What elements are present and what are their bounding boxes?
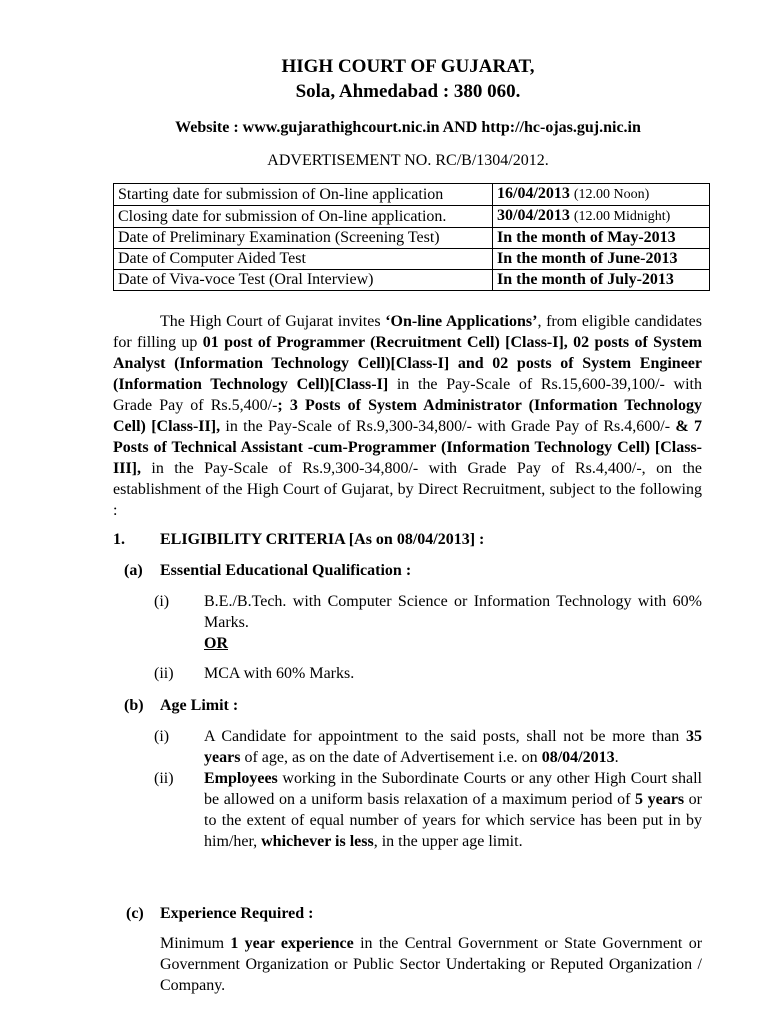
intro-paragraph: The High Court of Gujarat invites ‘On-line Applications’, from eligible candidates for filling up 01 post of Programmer (Recruitment Cell) [Class-I], 02 posts of System Analyst (Information Technology Cell)[Class-I] and 02 posts of System Engineer (Information Technology Cell)[Class-I] in the Pay-Scale of Rs.15,600-39,100/- with Grade Pay of Rs.5,400/-; 3 Posts of System Administrator (Information Technology Cell) [Class-II], in the Pay-Scale of Rs.9,300-34,800/- with Grade Pay of Rs.4,600/- & 7 Posts of Technical Assistant -cum-Programmer (Information Technology Cell) [Class-III], in the Pay-Scale of Rs.9,300-34,800/- with Grade Pay of Rs.4,400/-, on the establishment of the High Court of Gujarat, by Direct Recruitment, subject to the following : bbox=[113, 313, 703, 519]
schedule-value: 16/04/2013 (12.00 Noon) bbox=[493, 184, 710, 206]
court-address: Sola, Ahmedabad : 380 060. bbox=[295, 81, 521, 102]
item-marker-b: (b) bbox=[124, 697, 144, 714]
schedule-label: Date of Preliminary Examination (Screening Test) bbox=[114, 228, 493, 249]
table-row bbox=[114, 270, 710, 291]
website-line: Website : www.gujarathighcourt.nic.in AND http://hc-ojas.guj.nic.in bbox=[175, 119, 641, 136]
qualification-heading: Essential Educational Qualification : bbox=[160, 562, 412, 579]
schedule-value: In the month of July-2013 bbox=[493, 270, 710, 291]
subitem-marker: (ii) bbox=[154, 770, 174, 787]
table-row bbox=[114, 184, 710, 206]
age-limit-rule: A Candidate for appointment to the said posts, shall not be more than 35 years of age, as on the date of Advertisement i.e. on 08/04/2013. bbox=[204, 728, 702, 766]
court-title: HIGH COURT OF GUJARAT, bbox=[281, 56, 535, 77]
schedule-value: In the month of June-2013 bbox=[493, 249, 710, 270]
subitem-marker: (ii) bbox=[154, 665, 174, 682]
table-row bbox=[114, 206, 710, 228]
subitem-marker: (i) bbox=[154, 728, 170, 745]
section-number: 1. bbox=[113, 531, 125, 548]
schedule-label: Date of Computer Aided Test bbox=[114, 249, 493, 270]
advertisement-number: ADVERTISEMENT NO. RC/B/1304/2012. bbox=[267, 152, 549, 169]
schedule-value: In the month of May-2013 bbox=[493, 228, 710, 249]
qualification-option-2: MCA with 60% Marks. bbox=[204, 665, 355, 682]
qualification-option-1: B.E./B.Tech. with Computer Science or Information Technology with 60% Marks. bbox=[204, 593, 702, 631]
schedule-label: Closing date for submission of On-line application. bbox=[114, 206, 493, 228]
schedule-value: 30/04/2013 (12.00 Midnight) bbox=[493, 206, 710, 228]
age-relaxation-rule: Employees working in the Subordinate Courts or any other High Court shall be allowed on a uniform basis relaxation of a maximum period of 5 years or to the extent of equal number of years for which service has been put in by him/her, whichever is less, in the upper age limit. bbox=[204, 770, 703, 850]
or-separator: OR bbox=[204, 635, 228, 652]
item-marker-c: (c) bbox=[126, 905, 144, 922]
experience-text: Minimum 1 year experience in the Central Government or State Government or Government Organization or Public Sector Undertaking or Reputed Organization / Company. bbox=[160, 935, 703, 994]
table-row bbox=[114, 228, 710, 249]
item-marker-a: (a) bbox=[124, 562, 143, 579]
subitem-marker: (i) bbox=[154, 593, 170, 610]
schedule-table bbox=[113, 183, 710, 291]
schedule-label: Date of Viva-voce Test (Oral Interview) bbox=[114, 270, 493, 291]
eligibility-heading: ELIGIBILITY CRITERIA [As on 08/04/2013] : bbox=[160, 531, 485, 548]
experience-heading: Experience Required : bbox=[160, 905, 314, 922]
age-limit-heading: Age Limit : bbox=[160, 697, 239, 714]
table-row bbox=[114, 249, 710, 270]
schedule-label: Starting date for submission of On-line application bbox=[114, 184, 493, 206]
